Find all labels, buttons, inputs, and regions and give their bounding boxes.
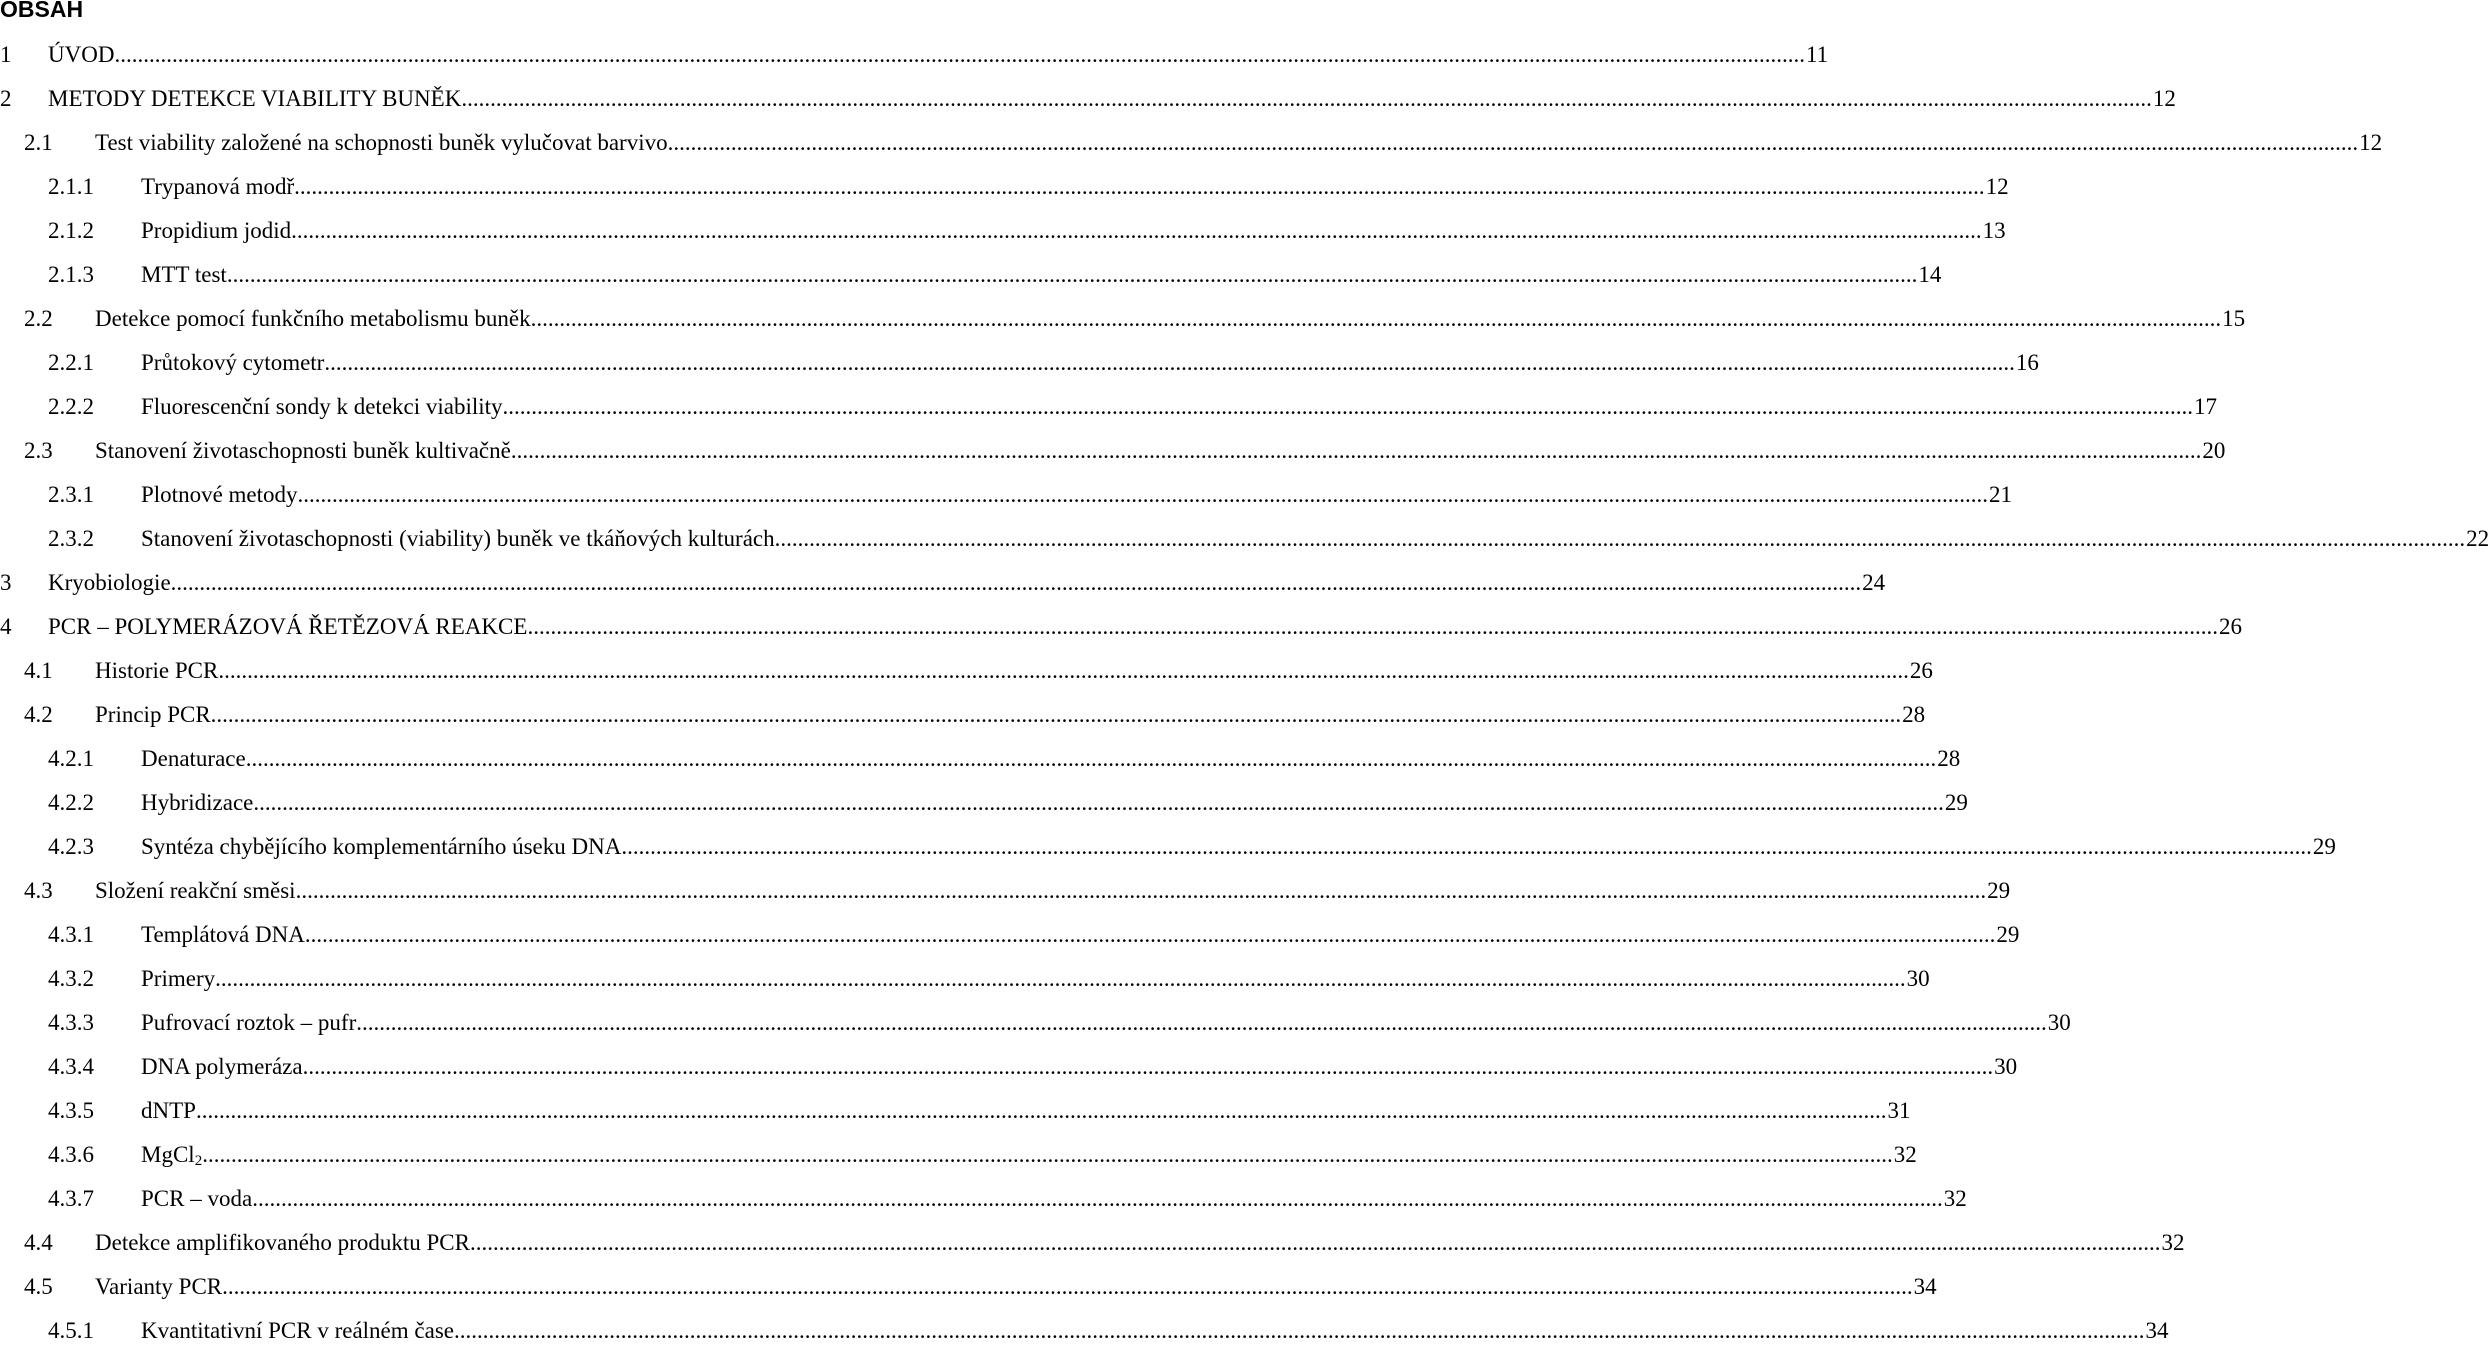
- toc-entry-title-text: Složení reakční směsi: [95, 878, 296, 903]
- toc-entry[interactable]: [48, 348, 2039, 378]
- toc-entry[interactable]: [48, 788, 1968, 818]
- toc-entry-number: 2.3.2: [48, 526, 94, 551]
- toc-leader-dots: [252, 1184, 1943, 1214]
- toc-entry[interactable]: [24, 1228, 2185, 1258]
- toc-entry-title: [95, 128, 668, 158]
- toc-entry[interactable]: [48, 480, 2013, 510]
- toc-entry-number: 4.2.2: [48, 790, 94, 815]
- toc-entry-page: 24: [1862, 570, 1886, 595]
- toc-entry-number: 4.3.1: [48, 922, 94, 947]
- toc-entry-page: 30: [1906, 966, 1930, 991]
- toc-entry-title: [141, 788, 253, 818]
- toc-entry-title: [141, 260, 227, 290]
- toc-entry-title-text: Kvantitativní PCR v reálném čase: [141, 1318, 454, 1343]
- toc-leader-dots: [356, 1008, 2047, 1038]
- toc-entry-page: 21: [1989, 482, 2013, 507]
- toc-entry-title-text: Test viability založené na schopnosti buněk vylučovat barvivo: [95, 130, 668, 155]
- toc-entry-page: 26: [1909, 658, 1933, 683]
- toc-entry-number: 4.2: [24, 702, 53, 727]
- toc-entry-page: 32: [2161, 1230, 2185, 1255]
- toc-entry[interactable]: [48, 1316, 2169, 1346]
- toc-entry-page: 32: [1893, 1142, 1917, 1167]
- toc-leader-dots: [291, 216, 1982, 246]
- toc-leader-dots: [211, 700, 1902, 730]
- toc-entry-number: 2.1.2: [48, 218, 94, 243]
- toc-entry-number: 2.1.3: [48, 262, 94, 287]
- toc-entry[interactable]: [48, 260, 1942, 290]
- toc-leader-dots: [503, 392, 2194, 422]
- toc-entry-title: [141, 1008, 356, 1038]
- toc-entry-page: 29: [1996, 922, 2020, 947]
- toc-leader-dots: [527, 612, 2218, 642]
- toc-leader-dots: [470, 1228, 2161, 1258]
- toc-entry-title: [95, 656, 218, 686]
- toc-entry-title: [141, 920, 305, 950]
- toc-entry-title: [141, 524, 775, 554]
- toc-entry-number: 2.1.1: [48, 174, 94, 199]
- toc-entry-number: 4.3.4: [48, 1054, 94, 1079]
- toc-leader-dots: [218, 656, 1909, 686]
- toc-entry[interactable]: [24, 876, 2011, 906]
- toc-entry-title-text: Denaturace: [141, 746, 246, 771]
- toc-entry[interactable]: [0, 84, 2176, 114]
- toc-entry-page: 26: [2218, 614, 2242, 639]
- toc-entry-page: 17: [2194, 394, 2218, 419]
- toc-entry[interactable]: [48, 216, 2006, 246]
- toc-entry-number: 2.2.2: [48, 394, 94, 419]
- toc-entry-page: 28: [1937, 746, 1961, 771]
- toc-entry-title: [141, 1140, 202, 1170]
- toc-entry-page: 28: [1902, 702, 1926, 727]
- toc-entry-page: 14: [1918, 262, 1942, 287]
- toc-entry-title: [48, 40, 114, 70]
- toc-entry-title-text: MTT test: [141, 262, 227, 287]
- toc-entry[interactable]: [48, 524, 2489, 554]
- toc-entry[interactable]: [48, 1052, 2018, 1082]
- toc-entry[interactable]: [48, 744, 1961, 774]
- toc-entry-number: 2.3: [24, 438, 53, 463]
- toc-entry-title: [48, 568, 171, 598]
- toc-entry-title: [95, 304, 531, 334]
- toc-entry-page: 29: [1944, 790, 1968, 815]
- toc-leader-dots: [511, 436, 2202, 466]
- toc-entry-title: [141, 1096, 196, 1126]
- toc-entry[interactable]: [0, 568, 1886, 598]
- toc-entry-number: 2.2: [24, 306, 53, 331]
- toc-entry-page: 30: [1994, 1054, 2018, 1079]
- toc-entry-number: 4: [0, 614, 12, 639]
- toc-entry-number: 4.2.1: [48, 746, 94, 771]
- toc-entry-page: 13: [1982, 218, 2006, 243]
- toc-entry-title: [48, 84, 461, 114]
- toc-entry-title-text: Kryobiologie: [48, 570, 171, 595]
- toc-entry-number: 4.5.1: [48, 1318, 94, 1343]
- toc-entry-title-text: Stanovení životaschopnosti buněk kultivačně: [95, 438, 511, 463]
- toc-entry-title-text: Detekce pomocí funkčního metabolismu buněk: [95, 306, 531, 331]
- toc-entry[interactable]: [48, 1008, 2071, 1038]
- toc-leader-dots: [253, 788, 1944, 818]
- toc-entry-title: [141, 1316, 454, 1346]
- toc-entry-number: 1: [0, 42, 12, 67]
- toc-entry-title: [141, 172, 294, 202]
- toc-leader-dots: [531, 304, 2222, 334]
- toc-entry-page: 12: [2152, 86, 2176, 111]
- toc-entry-number: 2.1: [24, 130, 53, 155]
- toc-entry-title-text: Trypanová modř: [141, 174, 295, 199]
- toc-leader-dots: [222, 1272, 1913, 1302]
- toc-entry[interactable]: [24, 700, 1926, 730]
- toc-entry-page: 12: [1985, 174, 2009, 199]
- toc-entry-title: [141, 480, 298, 510]
- toc-entry-page: 30: [2047, 1010, 2071, 1035]
- toc-leader-dots: [454, 1316, 2145, 1346]
- toc-entry[interactable]: [48, 172, 2009, 202]
- toc-entry-number: 2.3.1: [48, 482, 94, 507]
- toc-entry-page: 11: [1805, 42, 1829, 67]
- toc-entry-title-text: PCR – voda: [141, 1186, 253, 1211]
- toc-entry-number: 4.3.5: [48, 1098, 94, 1123]
- toc-entry-page: 15: [2222, 306, 2246, 331]
- toc-entry[interactable]: [24, 436, 2226, 466]
- toc-entry[interactable]: [48, 832, 2336, 862]
- toc-entry[interactable]: [24, 128, 2383, 158]
- toc-entry[interactable]: [48, 1096, 1911, 1126]
- toc-entry-title-text: METODY DETEKCE VIABILITY BUNĚK: [48, 86, 462, 111]
- toc-entry-page: 32: [1943, 1186, 1967, 1211]
- toc-entry-title: [141, 348, 324, 378]
- toc-entry-title: [141, 964, 215, 994]
- toc-entry-title-text: Fluorescenční sondy k detekci viability: [141, 394, 503, 419]
- toc-entry-number: 4.3: [24, 878, 53, 903]
- toc-entry-title-text: MgCl: [141, 1142, 195, 1167]
- toc-leader-dots: [461, 84, 2152, 114]
- toc-entry-page: 22: [2466, 526, 2489, 551]
- toc-entry-title: [95, 876, 296, 906]
- toc-entry-title: [48, 612, 527, 642]
- toc-entry[interactable]: [48, 964, 1930, 994]
- toc-entry-title: [141, 832, 621, 862]
- toc-entry-title: [95, 436, 511, 466]
- toc-leader-dots: [114, 40, 1805, 70]
- toc-entry-title-text: Plotnové metody: [141, 482, 298, 507]
- toc-entry[interactable]: [24, 656, 1933, 686]
- toc-leader-dots: [202, 1140, 1893, 1170]
- toc-entry-title: [95, 1272, 222, 1302]
- toc-entry[interactable]: [0, 612, 2242, 642]
- toc-entry-title-text: Princip PCR: [95, 702, 211, 727]
- toc-entry-number: 4.2.3: [48, 834, 94, 859]
- toc-leader-dots: [215, 964, 1906, 994]
- toc-entry-title: [141, 1184, 252, 1214]
- toc-entry-page: 12: [2359, 130, 2383, 155]
- toc-entry-page: 20: [2202, 438, 2226, 463]
- toc-leader-dots: [324, 348, 2015, 378]
- toc-entry-number: 3: [0, 570, 12, 595]
- toc-entry-page: 34: [1913, 1274, 1937, 1299]
- toc-entry-title-text: Pufrovací roztok – pufr: [141, 1010, 357, 1035]
- toc-entry-title-text: Primery: [141, 966, 216, 991]
- toc-entry-title-text: ÚVOD: [48, 42, 115, 67]
- toc-entry-number: 4.3.7: [48, 1186, 94, 1211]
- toc-entry[interactable]: [24, 1272, 1937, 1302]
- toc-leader-dots: [296, 876, 1987, 906]
- toc-entry-title-text: DNA polymeráza: [141, 1054, 303, 1079]
- toc-entry-page: 16: [2015, 350, 2039, 375]
- toc-leader-dots: [621, 832, 2312, 862]
- toc-entry-title-text: Průtokový cytometr: [141, 350, 325, 375]
- toc-entry-number: 4.1: [24, 658, 53, 683]
- toc-entry-number: 2.2.1: [48, 350, 94, 375]
- toc-entry[interactable]: [0, 40, 1829, 70]
- toc-entry-number: 4.5: [24, 1274, 53, 1299]
- toc-entry-title: [141, 744, 246, 774]
- toc-entry-title: [95, 1228, 470, 1258]
- toc-entry-title-text: Stanovení životaschopnosti (viability) buněk ve tkáňových kulturách: [141, 526, 775, 551]
- toc-entry-page: 29: [1987, 878, 2011, 903]
- toc-entry-number: 4.3.6: [48, 1142, 94, 1167]
- toc-entry[interactable]: [48, 392, 2218, 422]
- toc-leader-dots: [303, 1052, 1994, 1082]
- toc-entry-title-text: Hybridizace: [141, 790, 254, 815]
- toc-entry-title: [141, 1052, 303, 1082]
- toc-entry-title: [141, 392, 503, 422]
- toc-leader-dots: [294, 172, 1985, 202]
- toc-entry-number: 2: [0, 86, 12, 111]
- toc-entry-title-text: Propidium jodid: [141, 218, 292, 243]
- toc-entry[interactable]: [48, 1140, 1917, 1170]
- toc-entry-title-text: Templátová DNA: [141, 922, 305, 947]
- toc-leader-dots: [775, 524, 2466, 554]
- toc-entry-title: [95, 700, 211, 730]
- toc-leader-dots: [298, 480, 1989, 510]
- toc-entry-number: 4.3.3: [48, 1010, 94, 1035]
- toc-entry-title-subscript: 2: [194, 1153, 203, 1169]
- toc-entry-page: 34: [2145, 1318, 2169, 1343]
- toc-leader-dots: [246, 744, 1937, 774]
- toc-entry[interactable]: [48, 920, 2020, 950]
- toc-entry-title-text: Syntéza chybějícího komplementárního úseku DNA: [141, 834, 622, 859]
- toc-leader-dots: [227, 260, 1918, 290]
- toc-entry[interactable]: [48, 1184, 1967, 1214]
- toc-entry-page: 29: [2312, 834, 2336, 859]
- toc-entry-title-text: Historie PCR: [95, 658, 219, 683]
- toc-leader-dots: [196, 1096, 1887, 1126]
- toc-leader-dots: [171, 568, 1862, 598]
- toc-entry-title-text: PCR – POLYMERÁZOVÁ ŘETĚZOVÁ REAKCE: [48, 614, 528, 639]
- toc-entry[interactable]: [24, 304, 2246, 334]
- toc-entry-page: 31: [1887, 1098, 1911, 1123]
- toc-entry-number: 4.4: [24, 1230, 53, 1255]
- toc-entry-title-text: Varianty PCR: [95, 1274, 223, 1299]
- toc-entry-title-text: dNTP: [141, 1098, 196, 1123]
- toc-leader-dots: [305, 920, 1996, 950]
- toc-leader-dots: [668, 128, 2359, 158]
- toc-heading: OBSAH: [0, 0, 84, 22]
- toc-entry-title: [141, 216, 291, 246]
- toc-entry-title-text: Detekce amplifikovaného produktu PCR: [95, 1230, 470, 1255]
- toc-entry-number: 4.3.2: [48, 966, 94, 991]
